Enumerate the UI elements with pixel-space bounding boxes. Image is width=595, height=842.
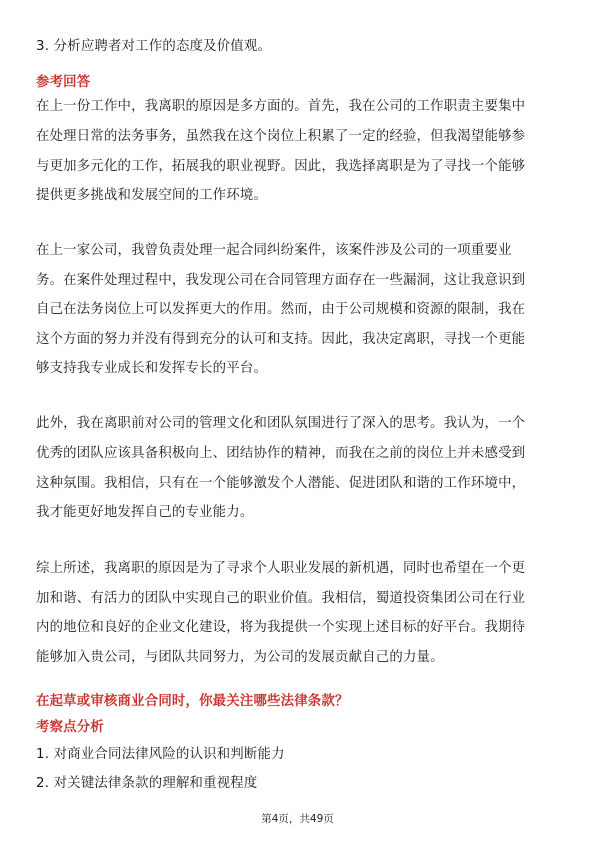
answer-heading: 参考回答	[36, 75, 91, 90]
paragraph-4-line: 加和谐、有活力的团队中实现自己的职业价值。我相信，蜀道投资集团公司在行业	[36, 591, 526, 606]
analysis-item: 2. 对关键法律条款的理解和重视程度	[36, 776, 258, 791]
paragraph-2-line: 自己在法务岗位上可以发挥更大的作用。然而，由于公司规模和资源的限制，我在	[36, 302, 526, 317]
paragraph-3-line: 此外，我在离职前对公司的管理文化和团队氛围进行了深入的思考。我认为，一个	[36, 416, 526, 431]
paragraph-3-line: 优秀的团队应该具备积极向上、团结协作的精神，而我在之前的岗位上并未感受到	[36, 446, 526, 461]
paragraph-4-line: 能够加入贵公司，与团队共同努力，为公司的发展贡献自己的力量。	[36, 650, 444, 665]
paragraph-1-line: 在上一份工作中，我离职的原因是多方面的。首先，我在公司的工作职责主要集中	[36, 99, 526, 114]
question-heading: 在起草或审核商业合同时，你最关注哪些法律条款？	[36, 694, 349, 709]
paragraph-3-line: 这种氛围。我相信，只有在一个能够激发个人潜能、促进团队和谐的工作环境中，	[36, 476, 526, 491]
evaluation-point-3: 3. 分析应聘者对工作的态度及价值观。	[36, 39, 272, 54]
analysis-item: 1. 对商业合同法律风险的认识和判断能力	[36, 747, 285, 762]
paragraph-2-line: 在上一家公司，我曾负责处理一起合同纠纷案件，该案件涉及公司的一项重要业	[36, 243, 512, 258]
page-number: 第4页，共49页	[261, 813, 334, 825]
paragraph-3-line: 我才能更好地发挥自己的专业能力。	[36, 505, 254, 520]
analysis-heading: 考察点分析	[36, 720, 104, 735]
paragraph-2-line: 够支持我专业成长和发挥专长的平台。	[36, 361, 268, 376]
paragraph-1-line: 提供更多挑战和发展空间的工作环境。	[36, 188, 268, 203]
paragraph-1-line: 与更加多元化的工作，拓展我的职业视野。因此，我选择离职是为了寻找一个能够	[36, 159, 526, 174]
paragraph-4-line: 内的地位和良好的企业文化建设，将为我提供一个实现上述目标的好平台。我期待	[36, 620, 526, 635]
paragraph-4-line: 综上所述，我离职的原因是为了寻求个人职业发展的新机遇，同时也希望在一个更	[36, 561, 526, 576]
paragraph-2-line: 务。在案件处理过程中，我发现公司在合同管理方面存在一些漏洞，这让我意识到	[36, 273, 526, 288]
paragraph-1-line: 在处理日常的法务事务，虽然我在这个岗位上积累了一定的经验，但我渴望能够参	[36, 129, 526, 144]
paragraph-2-line: 这个方面的努力并没有得到充分的认可和支持。因此，我决定离职，寻找一个更能	[36, 332, 526, 347]
